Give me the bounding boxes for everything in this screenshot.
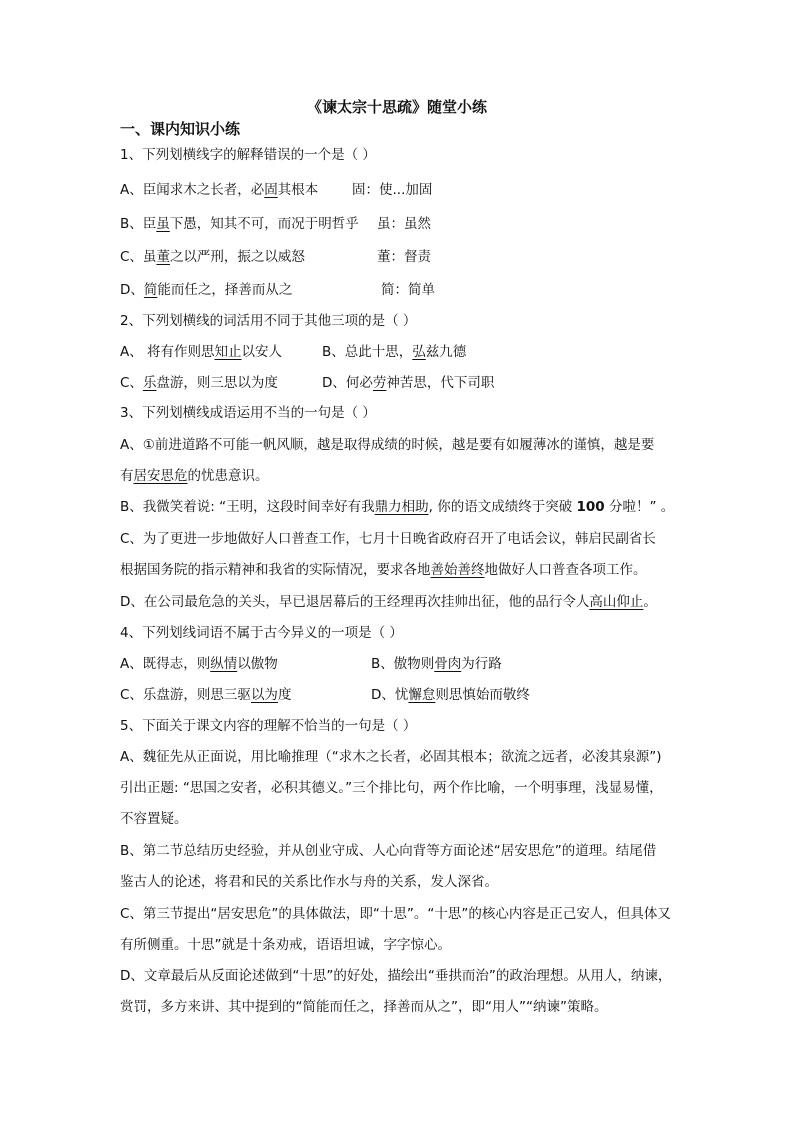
- q2-option-a: [120, 342, 282, 362]
- q4-option-d: [371, 685, 530, 705]
- text: 下愚，知其不可，而况于明哲乎: [169, 216, 359, 232]
- text: B、总此十思，: [322, 344, 413, 360]
- q1-option-d: [120, 280, 292, 300]
- underlined-char: 简: [143, 282, 158, 298]
- q3-option-a-line1: A、①前进道路不可能一帆风顺，越是取得成绩的时候，越是要有如履薄冰的谨慎，越是要: [120, 437, 655, 453]
- text: 以傲物: [237, 656, 278, 672]
- q5-option-d-line2: 赏罚，多方来讲、其中提到的“简能而任之，择善而从之”，即“用人”“纳谏”策略。: [120, 999, 608, 1015]
- question-4-stem: 4、下列划线词语不属于古今异义的一项是（ ）: [120, 625, 403, 641]
- q3-option-b: [120, 497, 674, 517]
- text: 神苦思，代下司职: [386, 375, 495, 391]
- text: C、: [120, 375, 143, 391]
- text: 兹九德: [425, 344, 467, 360]
- q1-option-a-gloss: 固：使...加固: [352, 182, 433, 198]
- underlined-idiom: 善始善终: [430, 562, 485, 578]
- underlined-char: 固: [264, 182, 278, 198]
- q2-option-b: [322, 342, 466, 362]
- q3-option-d: [120, 592, 657, 612]
- q5-option-a-line2: 引出正题: “思国之安者，必积其德义。”三个排比句，两个作比喻，一个明事理，浅显易懂，: [120, 780, 663, 796]
- q2-option-c: [120, 373, 278, 393]
- score-number: 100: [576, 499, 605, 515]
- text: 。: [643, 594, 657, 610]
- q2-option-d: [322, 373, 494, 393]
- text: B、傲物则: [371, 656, 435, 672]
- q4-option-c: [120, 685, 291, 705]
- q1-option-b-gloss: 虽：虽然: [377, 216, 431, 232]
- q5-option-a-line3: 不容置疑。: [120, 811, 188, 827]
- q1-option-a: [120, 180, 318, 200]
- text: B、我微笑着说: “王明，这段时间幸好有我: [120, 499, 375, 515]
- question-1-stem: 1、下列划横线字的解释错误的一个是（ ）: [120, 147, 376, 163]
- text: 其根本: [277, 182, 319, 198]
- question-2-stem: 2、下列划横线的词活用不同于其他三项的是（ ）: [120, 313, 417, 329]
- q1-option-b: [120, 214, 359, 234]
- text: D、: [120, 282, 144, 298]
- question-3-stem: 3、下列划横线成语运用不当的一句是（ ）: [120, 405, 376, 421]
- underlined-word: 以为: [250, 687, 278, 703]
- question-5-stem: 5、下面关于课文内容的理解不恰当的一句是（ ）: [120, 718, 417, 734]
- text: 则思慎始而敬终: [435, 687, 530, 703]
- underlined-idiom: 高山仰止: [589, 594, 644, 610]
- q3-option-a-line2: [120, 466, 269, 486]
- text: 根据国务院的指示精神和我省的实际情况，要求各地: [120, 562, 431, 578]
- q5-option-b-line2: 鉴古人的论述，将君和民的关系比作水与舟的关系，发人深省。: [120, 874, 498, 890]
- q1-option-d-gloss: 简：简单: [381, 282, 435, 298]
- q1-option-c: [120, 247, 305, 267]
- text: , 你的语文成绩终于突破: [428, 499, 577, 515]
- text: 分啦！” 。: [604, 499, 675, 515]
- underlined-word: 懈怠: [408, 687, 436, 703]
- text: D、在公司最危急的关头，早已退居幕后的王经理再次挂帅出征，他的品行令人: [120, 594, 590, 610]
- text: 以安人: [241, 344, 283, 360]
- underlined-char: 乐: [142, 375, 157, 391]
- q5-option-d-line1: D、文章最后从反面论述做到“十思”的好处，描绘出“垂拱而治”的政治理想。从用人，纳谏，: [120, 968, 672, 984]
- underlined-idiom: 居安思危: [133, 468, 188, 484]
- text: 为行路: [461, 656, 502, 672]
- underlined-char: 劳: [372, 375, 387, 391]
- text: B、臣: [120, 216, 157, 232]
- q5-option-c-line2: 有所侧重。十思”就是十条劝戒，语语坦诚，字字惊心。: [120, 937, 451, 953]
- text: 的忧患意识。: [187, 468, 269, 484]
- q3-option-c-line1: C、为了更进一步地做好人口普查工作，七月十日晚省政府召开了电话会议，韩启民副省长: [120, 531, 656, 547]
- document-title: 《谏太宗十思疏》随堂小练: [306, 98, 487, 116]
- underlined-word: 骨肉: [434, 656, 462, 672]
- q4-option-a: [120, 654, 278, 674]
- q1-option-c-gloss: 董：督责: [377, 249, 431, 265]
- text: C、乐盘游，则思三驱: [120, 687, 251, 703]
- text: 度: [277, 687, 292, 703]
- q5-option-c-line1: C、第三节提出“居安思危”的具体做法，即“十思”。“十思”的核心内容是正己安人，但具体又: [120, 906, 671, 922]
- underlined-char: 虽: [156, 216, 170, 232]
- text: 能而任之，择善而从之: [157, 282, 293, 298]
- section-heading: 一、课内知识小练: [120, 120, 241, 138]
- underlined-idiom: 鼎力相助: [374, 499, 429, 515]
- text: A、 将有作则思: [120, 344, 215, 360]
- text: D、忧: [371, 687, 409, 703]
- text: 有: [120, 468, 134, 484]
- text: 地做好人口普查各项工作。: [484, 562, 647, 578]
- q5-option-a-line1: A、魏征先从正面说，用比喻推理（“求木之长者，必固其根本；欲流之远者，必浚其泉源”): [120, 749, 662, 765]
- text: D、何必: [322, 375, 373, 391]
- underlined-char: 董: [156, 249, 170, 265]
- text: C、虽: [120, 249, 157, 265]
- underlined-word: 纵情: [210, 656, 238, 672]
- underlined-word: 知止: [214, 344, 242, 360]
- text: 之以严刑，振之以威怒: [169, 249, 305, 265]
- q3-option-c-line2: [120, 560, 647, 580]
- q5-option-b-line1: B、第二节总结历史经验，并从创业守成、人心向背等方面论述“居安思危”的道理。结尾借: [120, 843, 657, 859]
- text: 盘游，则三思以为度: [156, 375, 278, 391]
- text: A、既得志，则: [120, 656, 211, 672]
- underlined-char: 弘: [412, 344, 426, 360]
- text: A、臣闻求木之长者，必: [120, 182, 265, 198]
- q4-option-b: [371, 654, 502, 674]
